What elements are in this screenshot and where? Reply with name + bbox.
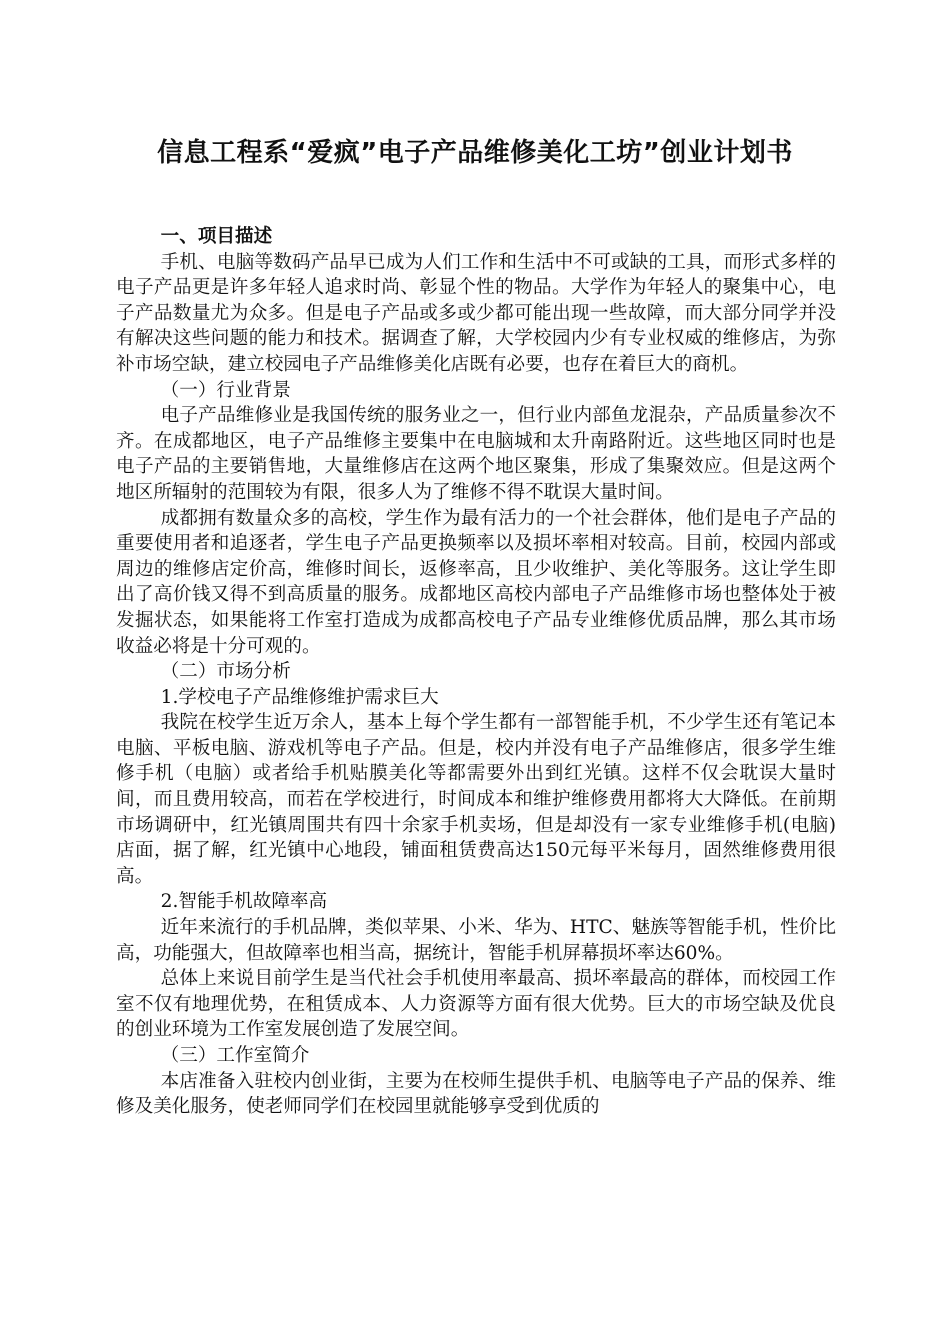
paragraph: 成都拥有数量众多的高校，学生作为最有活力的一个社会群体，他们是电子产品的重要使用者和追逐者，学生电子产品更换频率以及损坏率相对较高。目前，校园内部或周边的维修店定价高，维修时间长，返修率高，且少收维护、美化等服务。这让学生即出了高价钱又得不到高质量的服务。成都地区高校内部电子产品维修市场也整体处于被发掘状态，如果能将工作室打造成为成都高校电子产品专业维修优质品牌，那么其市场收益必将是十分可观的。: [116, 507, 836, 657]
item-heading: 1.学校电子产品维修维护需求巨大: [160, 686, 439, 708]
item-heading: 2.智能手机故障率高: [160, 891, 328, 913]
paragraph: 总体上来说目前学生是当代社会手机使用率最高、损坏率最高的群体，而校园工作室不仅有地理优势，在租赁成本、人力资源等方面有很大优势。巨大的市场空缺及优良的创业环境为工作室发展创造了发展空间。: [116, 968, 836, 1041]
paragraph: 电子产品维修业是我国传统的服务业之一，但行业内部鱼龙混杂，产品质量参次不齐。在成都地区，电子产品维修主要集中在电脑城和太升南路附近。这些地区同时也是电子产品的主要销售地，大量维修店在这两个地区聚集，形成了集聚效应。但是这两个地区所辐射的范围较为有限，很多人为了维修不得不耽误大量时间。: [116, 405, 836, 503]
paragraph: 我院在校学生近万余人，基本上每个学生都有一部智能手机，不少学生还有笔记本电脑、平板电脑、游戏机等电子产品。但是，校内并没有电子产品维修店，很多学生维修手机（电脑）或者给手机贴膜美化等都需要外出到红光镇。这样不仅会耽误大量时间，而且费用较高，而若在学校进行，时间成本和维护维修费用都将大大降低。在前期市场调研中，红光镇周围共有四十余家手机卖场，但是却没有一家专业维修手机(电脑)店面，据了解，红光镇中心地段，铺面租赁费高达150元每平米每月，固然维修费用很高。: [116, 712, 836, 887]
paragraph: 手机、电脑等数码产品早已成为人们工作和生活中不可或缺的工具，而形式多样的电子产品更是许多年轻人追求时尚、彰显个性的物品。大学作为年轻人的聚集中心，电子产品数量尤为众多。但是电子产品或多或少都可能出现一些故障，而大部分同学并没有解决这些问题的能力和技术。据调查了解，大学校园内少有专业权威的维修店，为弥补市场空缺，建立校园电子产品维修美化店既有必要，也存在着巨大的商机。: [116, 251, 836, 375]
subsection-heading-market-analysis: （二）市场分析: [160, 661, 291, 683]
subsection-heading-industry-background: （一）行业背景: [160, 379, 291, 401]
paragraph: 本店准备入驻校内创业街，主要为在校师生提供手机、电脑等电子产品的保养、维修及美化服务，使老师同学们在校园里就能够享受到优质的: [116, 1070, 836, 1118]
subsection-heading-studio-intro: （三）工作室简介: [160, 1045, 310, 1066]
paragraph: 近年来流行的手机品牌，类似苹果、小米、华为、HTC、魅族等智能手机，性价比高，功能强大，但故障率也相当高，据统计，智能手机屏幕损坏率达60%。: [116, 917, 836, 964]
document-body: [116, 224, 836, 1120]
section-heading-project-description: 一、项目描述: [160, 226, 273, 247]
document-title: 信息工程系“爱疯”电子产品维修美化工坊”创业计划书: [157, 138, 793, 168]
